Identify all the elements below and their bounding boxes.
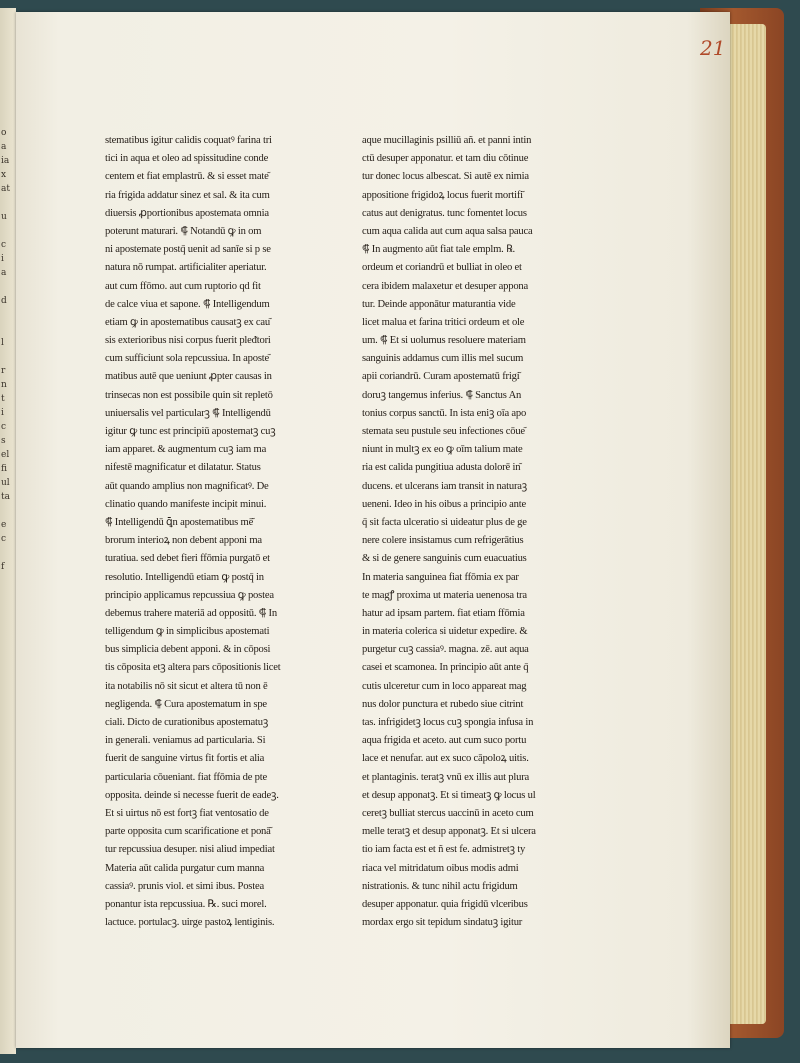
facing-page-fragment: r bbox=[1, 366, 6, 376]
text-line: q̄ sit facta ulceratio si uideatur plus de ge bbox=[362, 516, 527, 528]
facing-page-fragment: at bbox=[1, 184, 10, 194]
text-line: stemata seu pustule seu infectiones cōue͂ bbox=[362, 426, 525, 437]
text-line: particularia cōueniant. fiat ffōmia de pte bbox=[105, 771, 268, 783]
text-line: nus dolor punctura et rubedo siue citrint bbox=[362, 698, 524, 710]
text-line: iam apparet. & augmentum cuꝫ iam ma bbox=[105, 444, 267, 456]
text-line: aque mucillaginis psilliū añ. et panni intin bbox=[362, 135, 532, 146]
text-line: debemus trahere materiā ad oppositū. ⸿ In bbox=[105, 607, 277, 619]
text-line: opposita. deinde si necesse fuerit de eadeꝫ. bbox=[105, 789, 279, 801]
text-line: um. ⸿ Et si uolumus resoluere materiam bbox=[362, 335, 526, 347]
text-line: parte opposita cum scarificatione et ponā͂ bbox=[105, 826, 271, 838]
text-line: sis exterioribus nisi corpus fuerit pleᵭtori bbox=[105, 335, 271, 347]
text-line: ceretꝫ bulliat stercus uaccinū in aceto cum bbox=[362, 807, 534, 819]
text-line: in generali. veniamus ad particularia. Si bbox=[105, 735, 266, 747]
text-line: ordeum et coriandrū et bulliat in oleo et bbox=[362, 262, 522, 274]
facing-page-fragment: s bbox=[1, 436, 6, 446]
text-line: cum sufficiunt sola repcussiua. In aposte͂ bbox=[105, 353, 270, 365]
text-line: principio applicamus repcussiua ꝙ postea bbox=[105, 589, 274, 601]
text-line: desuper apponatur. quia frigidū vlceribus bbox=[362, 898, 528, 910]
text-line: tur. Deinde apponātur maturantia vide bbox=[362, 298, 516, 310]
facing-page-fragment: n bbox=[1, 380, 7, 390]
facing-page-fragment: c bbox=[1, 422, 7, 432]
text-line: apii coriandrū. Curam apostematū frigi͂ bbox=[362, 371, 520, 383]
text-line: ⸿ In augmento aūt fiat tale emplm. ℞. bbox=[362, 244, 515, 256]
text-line: ria frigida addatur sinez et sal. & ita cum bbox=[105, 189, 270, 201]
text-line: aut cum ffōmo. aut cum ruptorio qd fit bbox=[105, 280, 261, 292]
folio-number: 21 bbox=[700, 36, 726, 60]
text-line: turatiua. sed debet fieri ffōmia purgatō et bbox=[105, 553, 270, 565]
text-line: cum aqua calida aut cum aqua salsa pauca bbox=[362, 225, 533, 237]
text-line: matibus autē que ueniunt ꝓpter causas in bbox=[105, 371, 272, 383]
facing-page-fragment: ul bbox=[1, 478, 10, 488]
text-line: resolutio. Intelligendū etiam ꝙ postq̄ in bbox=[105, 571, 264, 583]
text-line: natura nō rumpat. artificialiter aperiatur. bbox=[105, 262, 267, 274]
text-line: negligenda. ⸿ Cura apostematum in spe bbox=[105, 698, 267, 710]
text-line: ita notabilis nō sit sicut et altera tū non ē bbox=[105, 680, 268, 692]
text-line: lace et nenufar. aut ex suco cāpoloꝝ uitis. bbox=[362, 753, 529, 765]
facing-page-fragment: el bbox=[1, 450, 10, 460]
facing-page-fragment: x bbox=[1, 170, 7, 180]
text-line: centem et fiat emplastrū. & si esset mate͂ bbox=[105, 171, 269, 183]
text-line: fuerit de sanguine virtus fit fortis et alia bbox=[105, 753, 265, 765]
text-line: tici in aqua et oleo ad spissitudine conde bbox=[105, 153, 269, 165]
text-line: purgetur cuꝫ cassiaꝰ. magna. zē. aut aqua bbox=[362, 644, 529, 656]
text-line: In materia sanguinea fiat ffōmia ex par bbox=[362, 571, 519, 583]
text-line: mordax ergo sit tepidum sindatuꝫ igitur bbox=[362, 917, 523, 929]
text-line: poterunt maturari. ⸿ Notandū ꝙ in om bbox=[105, 225, 262, 237]
text-line: tis cōposita etꝫ altera pars cōpositionis licet bbox=[105, 662, 281, 674]
text-column-left bbox=[105, 132, 341, 932]
text-line: niunt in multꝫ ex eo ꝙ oīm talium mate bbox=[362, 444, 523, 456]
facing-page-fragment: c bbox=[1, 240, 7, 250]
text-line: cassiaꝰ. prunis viol. et simi ibus. Postea bbox=[105, 880, 264, 892]
text-line: cutis ulceretur cum in loco appareat mag bbox=[362, 680, 527, 692]
text-line: tur donec locus albescat. Si autē ex nimia bbox=[362, 171, 529, 183]
text-line: ctū desuper apponatur. et tam diu cōtinue bbox=[362, 153, 529, 165]
facing-page-fragment: fi bbox=[1, 464, 8, 474]
text-line: doruꝫ tangemus inferius. ⸿ Sanctus An bbox=[362, 389, 522, 401]
facing-page-fragment: e bbox=[1, 520, 7, 530]
text-line: Materia aūt calida purgatur cum manna bbox=[105, 862, 265, 874]
text-line: melle teratꝫ et desup apponatꝫ. Et si ulcera bbox=[362, 826, 536, 838]
text-line: aqua frigida et aceto. aut cum suco portu bbox=[362, 735, 527, 747]
text-line: de calce viua et sapone. ⸿ Intelligendum bbox=[105, 298, 270, 310]
text-line: aūt quando amplius non magnificatꝰ. De bbox=[105, 480, 269, 492]
text-line: in materia colerica si uidetur expedire. & bbox=[362, 626, 528, 638]
facing-page-fragment: ia bbox=[1, 156, 10, 166]
facing-page-fragment: l bbox=[1, 338, 4, 348]
text-line: cera ibidem malaxetur et desuper appona bbox=[362, 280, 529, 292]
facing-page-fragment: f bbox=[1, 562, 5, 572]
text-line: catus aut denigratus. tunc fomentet locus bbox=[362, 207, 527, 219]
manuscript-page bbox=[16, 12, 730, 1048]
text-line: et desup apponatꝫ. Et si timeatꝫ ꝙ locus ul bbox=[362, 789, 536, 801]
facing-page-fragment: d bbox=[1, 296, 7, 306]
facing-page-fragment: i bbox=[1, 254, 4, 264]
text-line: nistrationis. & tunc nihil actu frigidum bbox=[362, 880, 518, 892]
text-line: diuersis ꝓportionibus apostemata omnia bbox=[105, 207, 269, 219]
text-line: igitur ꝙ tunc est principiū apostematꝫ cuꝫ bbox=[105, 426, 276, 437]
text-line: casei et scamonea. In principio aūt ante q̄ bbox=[362, 662, 529, 674]
text-line: ueneni. Ideo in his oibus a principio ante bbox=[362, 498, 527, 510]
facing-page-fragment: o bbox=[1, 128, 7, 138]
facing-page-fragment: a bbox=[1, 268, 7, 278]
text-line: nere colere insistamus cum refrigerātius bbox=[362, 535, 524, 547]
text-line: clinatio quando manifeste incipit minui. bbox=[105, 498, 267, 510]
text-line: ria est calida pungitiua adusta dolorē in͂ bbox=[362, 462, 521, 474]
text-line: sanguinis addamus cum illis mel sucum bbox=[362, 353, 524, 365]
text-line: et plantaginis. teratꝫ vnū ex illis aut plura bbox=[362, 771, 530, 783]
text-line: riaca vel mitridatum oibus modis admi bbox=[362, 862, 519, 874]
text-column-right bbox=[362, 132, 598, 932]
text-line: nifestē magnificatur et dilatatur. Status bbox=[105, 462, 261, 474]
facing-page-fragment: t bbox=[1, 394, 5, 404]
text-line: bus simplicia debent apponi. & in cōposi bbox=[105, 644, 271, 656]
text-line: stematibus igitur calidis coquatꝰ farina tri bbox=[105, 135, 272, 146]
text-line: brorum interioꝝ non debent apponi ma bbox=[105, 535, 262, 547]
text-line: telligendum ꝙ in simplicibus apostemati bbox=[105, 626, 270, 638]
facing-page-fragment: i bbox=[1, 408, 4, 418]
text-line: lactuce. portulacꝫ. uirge pastoꝝ lentiginis. bbox=[105, 917, 275, 929]
text-line: te magꝭ proxima ut materia uenenosa tra bbox=[362, 589, 527, 601]
text-line: trinsecas non est possibile quin sit repletō bbox=[105, 389, 273, 401]
facing-page-fragment: ta bbox=[1, 492, 10, 502]
text-line: licet malua et farina tritici ordeum et ole bbox=[362, 316, 525, 328]
facing-page-fragment: c bbox=[1, 534, 7, 544]
text-line: tio iam facta est et ñ est fe. admistretꝫ ty bbox=[362, 844, 526, 856]
text-line: hatur ad ipsam partem. fiat etiam ffōmia bbox=[362, 607, 525, 619]
text-line: appositione frigidoꝝ locus fuerit mortifi͂ bbox=[362, 189, 523, 201]
text-line: ⸿ Intelligendū ꝗ̄n apostematibus mē͂ bbox=[105, 516, 254, 528]
facing-page-edge bbox=[0, 8, 16, 1054]
facing-page-fragment: a bbox=[1, 142, 7, 152]
text-line: & si de genere sanguinis cum euacuatius bbox=[362, 553, 527, 565]
text-line: tur repcussiua desuper. nisi aliud impediat bbox=[105, 844, 275, 856]
text-line: Et si uirtus nō est fortꝫ fiat ventosatio de bbox=[105, 807, 269, 819]
text-line: ponantur ista repcussiua. ℞. suci morel. bbox=[105, 898, 267, 910]
facing-page-fragment: u bbox=[1, 212, 7, 222]
text-line: etiam ꝙ in apostematibus causatꝫ ex cau͂ bbox=[105, 316, 271, 328]
text-line: uniuersalis vel particularꝫ ⸿ Intelligendū bbox=[105, 407, 271, 419]
text-line: ni apostemate postq̄ uenit ad sanīe si p se bbox=[105, 244, 271, 256]
text-line: tas. infrigidetꝫ locus cuꝫ spongia infusa in bbox=[362, 717, 534, 728]
text-line: ducens. et ulcerans iam transit in naturaꝫ bbox=[362, 480, 527, 492]
text-line: tonius corpus sanctū. In ista eniꝫ oīa apo bbox=[362, 407, 527, 419]
text-line: ciali. Dicto de curationibus apostematuꝫ bbox=[105, 717, 269, 728]
